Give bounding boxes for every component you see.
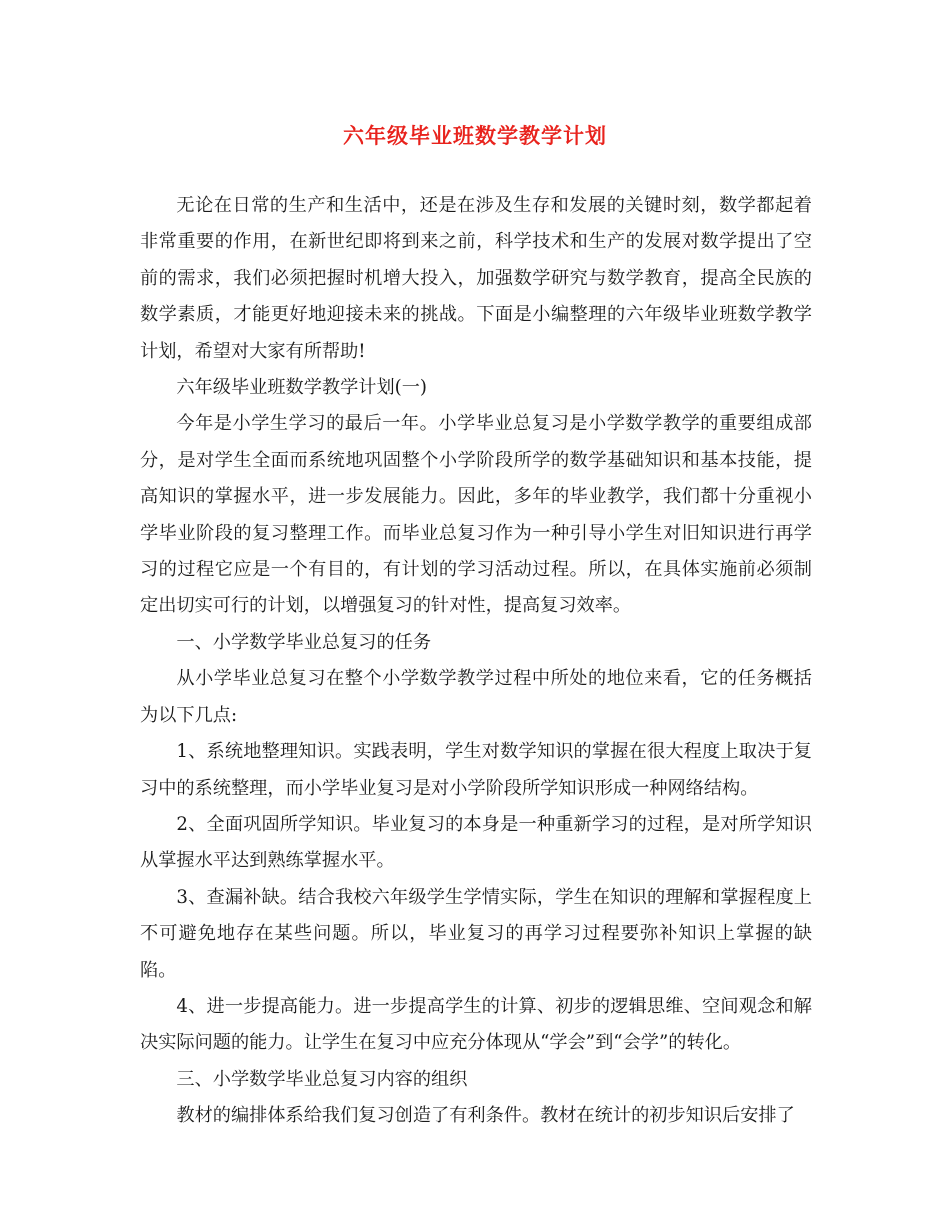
document-title: 六年级毕业班数学教学计划	[343, 124, 607, 148]
body-paragraph: 教材的编排体系给我们复习创造了有利条件。教材在统计的初步知识后安排了	[176, 1105, 795, 1127]
document-body	[140, 188, 812, 1135]
intro-paragraph: 无论在日常的生产和生活中，还是在涉及生存和发展的关键时刻，数学都起着非常重要的作用，在新世纪即将到来之前，科学技术和生产的发展对数学提出了空前的需求，我们必须把握时机增大投入，加强数学研究与数学教育，提高全民族的数学素质，才能更好地迎接未来的挑战。下面是小编整理的六年级毕业班数学教学计划，希望对大家有所帮助!	[140, 195, 812, 362]
section-heading-organization: 三、小学数学毕业总复习内容的组织	[176, 1068, 468, 1090]
list-item-1: 1、系统地整理知识。实践表明，学生对数学知识的掌握在很大程度上取决于复习中的系统整理，而小学毕业复习是对小学阶段所学知识形成一种网络结构。	[140, 741, 812, 799]
plan-heading-1: 六年级毕业班数学教学计划(一)	[176, 377, 428, 399]
body-paragraph: 今年是小学生学习的最后一年。小学毕业总复习是小学数学教学的重要组成部分，是对学生全面而系统地巩固整个小学阶段所学的数学基础知识和基本技能，提高知识的掌握水平，进一步发展能力。因此，多年的毕业教学，我们都十分重视小学毕业阶段的复习整理工作。而毕业总复习作为一种引导小学生对旧知识进行再学习的过程它应是一个有目的，有计划的学习活动过程。所以，在具体实施前必须制定出切实可行的计划，以增强复习的针对性，提高复习效率。	[140, 413, 812, 617]
list-item-4: 4、进一步提高能力。进一步提高学生的计算、初步的逻辑思维、空间观念和解决实际问题的能力。让学生在复习中应充分体现从“学会”到“会学”的转化。	[140, 995, 812, 1054]
list-item-2: 2、全面巩固所学知识。毕业复习的本身是一种重新学习的过程，是对所学知识从掌握水平达到熟练掌握水平。	[140, 813, 812, 872]
body-paragraph: 从小学毕业总复习在整个小学数学教学过程中所处的地位来看，它的任务概括为以下几点:	[140, 668, 812, 726]
list-item-3: 3、查漏补缺。结合我校六年级学生学情实际，学生在知识的理解和掌握程度上不可避免地存在某些问题。所以，毕业复习的再学习过程要弥补知识上掌握的缺陷。	[140, 886, 812, 981]
section-heading-tasks: 一、小学数学毕业总复习的任务	[176, 631, 432, 653]
